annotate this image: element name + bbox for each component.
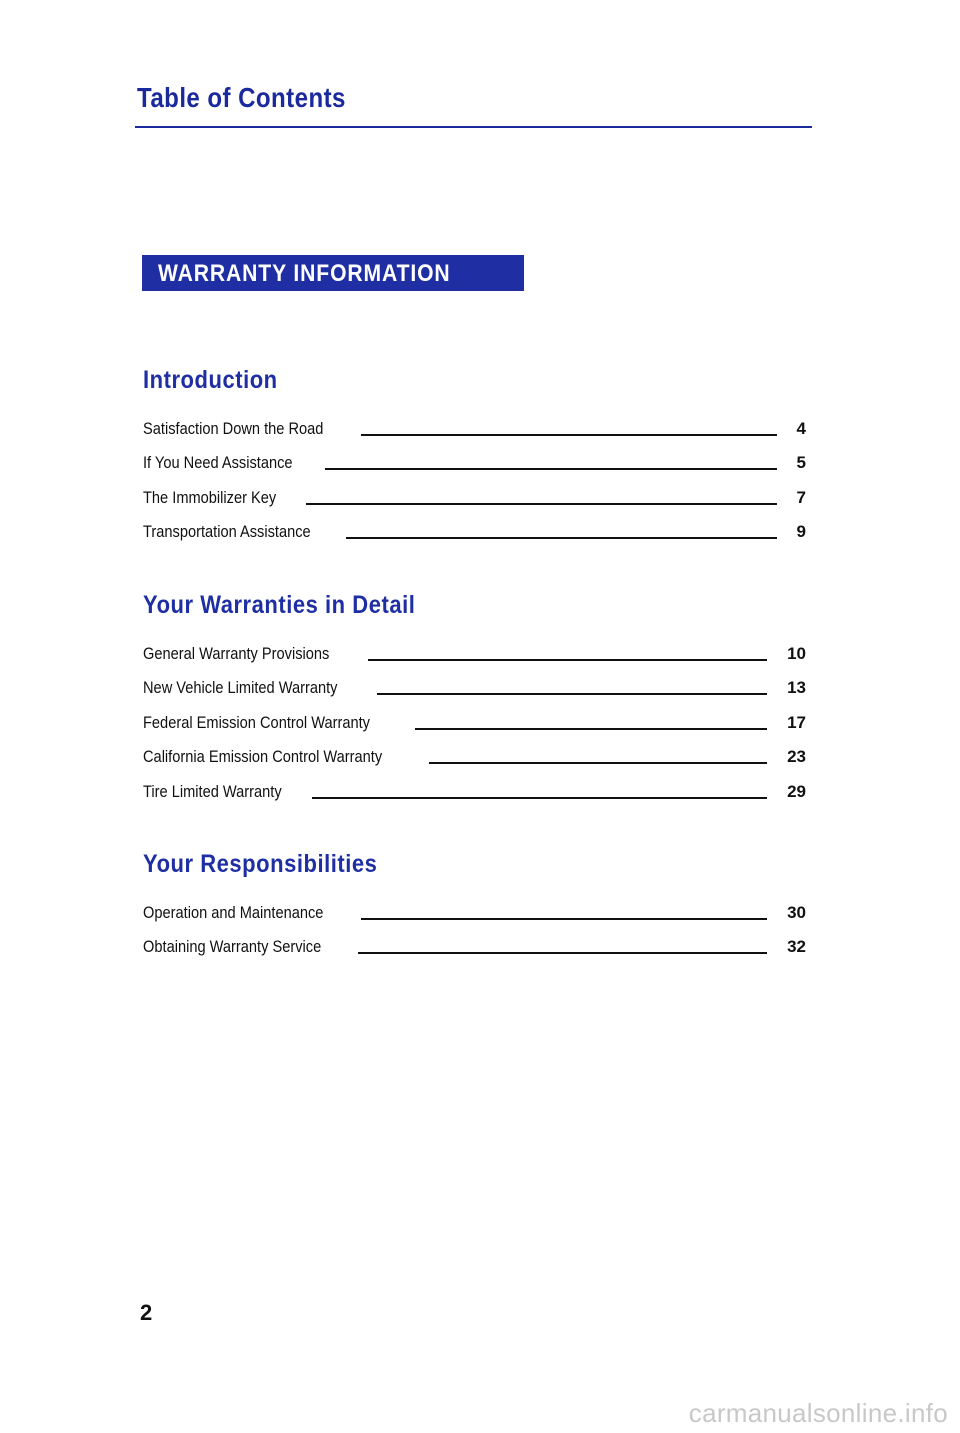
entry-label: Tire Limited Warranty [143,781,282,801]
toc-entry-new-vehicle-limited-warranty[interactable] [143,666,806,701]
entry-label: Transportation Assistance [143,522,311,541]
leader-line [415,728,767,730]
page-number: 2 [140,1300,153,1325]
entry-label: If You Need Assistance [143,453,293,472]
toc-entry-transportation-assistance[interactable] [143,510,806,545]
entry-page-number: 9 [796,522,806,541]
toc-entry-federal-emission-control-warranty[interactable] [143,700,806,735]
entry-label: Satisfaction Down the Road [143,418,324,438]
toc-entry-general-warranty-provisions[interactable] [143,631,806,666]
toc-entry-obtaining-warranty-service[interactable] [143,925,806,960]
leader-line [306,503,777,505]
banner-label: WARRANTY INFORMATION [158,260,451,287]
entry-page-number: 7 [796,487,806,507]
page-header [135,78,812,128]
entry-label: The Immobilizer Key [143,487,277,507]
toc-entry-satisfaction-down-the-road[interactable] [143,406,806,441]
page-title: Table of Contents [137,82,346,113]
section-title: Introduction [143,366,278,394]
warranty-information-banner [142,255,524,291]
leader-line [368,659,767,661]
entry-page-number: 10 [787,643,806,663]
entry-page-number: 30 [787,902,806,922]
leader-line [325,468,777,470]
section-introduction [143,366,806,544]
leader-line [346,537,777,539]
leader-line [361,918,767,920]
section-title: Your Responsibilities [143,850,378,878]
entry-page-number: 23 [787,747,806,766]
leader-line [312,797,767,799]
entry-page-number: 5 [796,453,806,472]
entry-page-number: 4 [796,418,806,438]
leader-line [377,693,767,695]
section-title: Your Warranties in Detail [143,591,416,619]
leader-line [358,952,767,954]
toc-entry-if-you-need-assistance[interactable] [143,441,806,476]
entry-label: Federal Emission Control Warranty [143,712,370,732]
entry-label: Operation and Maintenance [143,902,324,922]
leader-line [429,762,767,764]
leader-line [361,434,777,436]
section-your-responsibilities [143,850,806,959]
toc-entry-operation-and-maintenance[interactable] [143,890,806,925]
toc-entry-california-emission-control-warranty[interactable] [143,735,806,770]
entry-page-number: 29 [787,781,806,801]
entry-page-number: 13 [787,678,806,697]
section-your-warranties-in-detail [143,591,806,804]
toc-entry-the-immobilizer-key[interactable] [143,475,806,510]
entry-page-number: 32 [787,937,806,956]
entry-label: New Vehicle Limited Warranty [143,678,338,697]
entry-label: General Warranty Provisions [143,643,330,663]
watermark: carmanualsonline.info [688,1398,948,1428]
entry-page-number: 17 [787,712,806,732]
toc-entry-tire-limited-warranty[interactable] [143,769,806,804]
entry-label: California Emission Control Warranty [143,747,383,766]
entry-label: Obtaining Warranty Service [143,937,322,956]
